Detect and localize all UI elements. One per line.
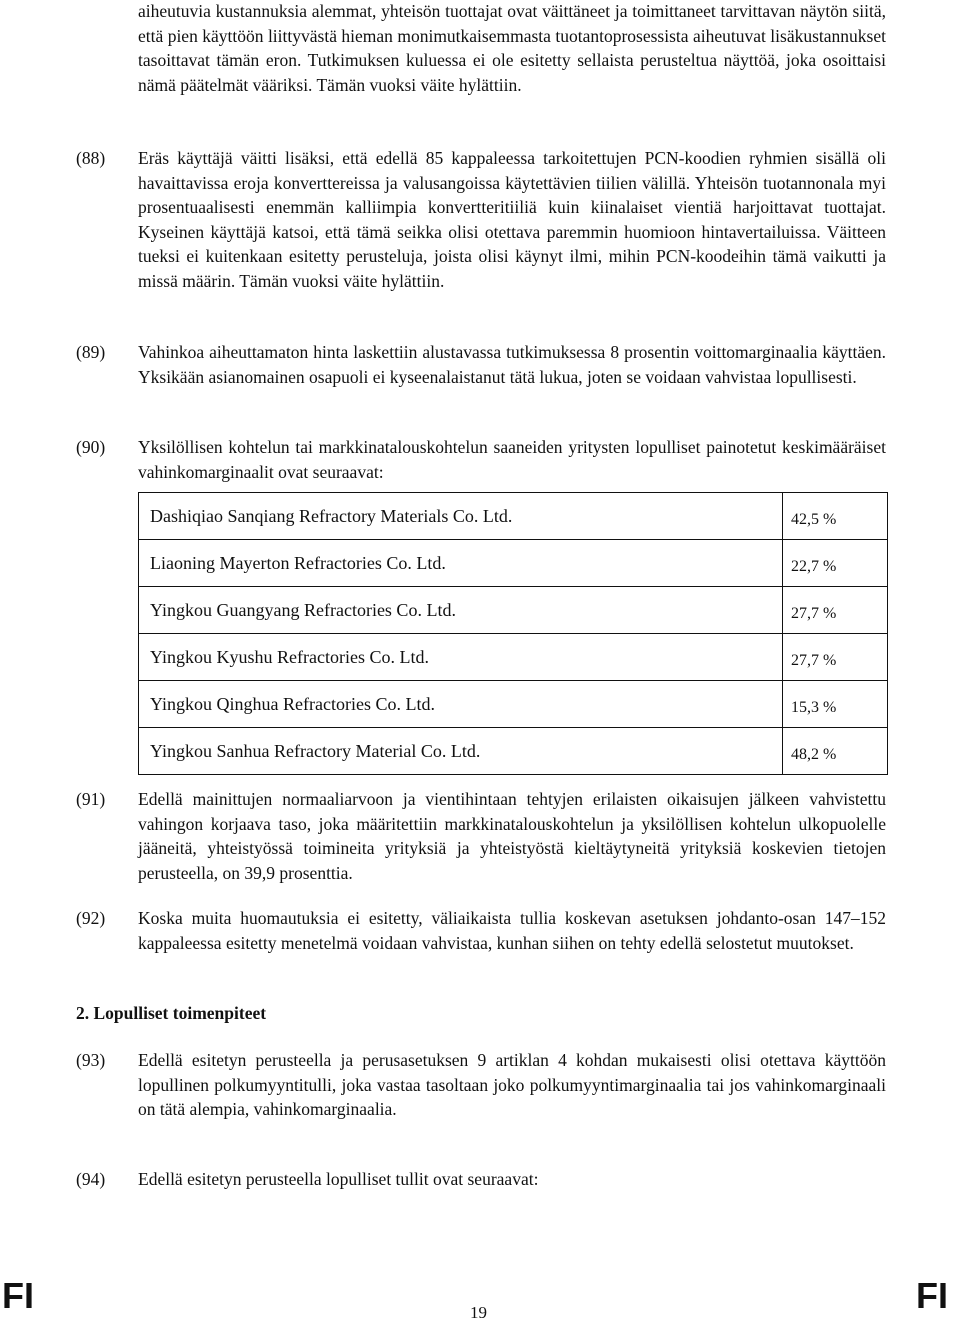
margin-value: 42,5 %: [783, 493, 888, 540]
paragraph-text: Edellä mainittujen normaaliarvoon ja vientihintaan tehtyjen erilaisten oikaisujen jälkeen vahvistettu vahingon korjaava taso, joka määritettiin markkinatalouskohtelun ja yksilöllisen kohtelun ulkopuolelle jääneitä, yhteistyössä toimineita yrityksiä ja yhteistyöstä kieltäytyneitä yrityksiä koskevien tietojen perusteella, on 39,9 prosenttia.: [138, 789, 886, 883]
paragraph-number: (94): [76, 1169, 106, 1189]
footer-language-left: FI: [2, 1275, 34, 1316]
intro-paragraph: aiheutuvia kustannuksia alemmat, yhteisön tuottajat ovat väittäneet ja toimittaneet tarvittavan näytön siitä, että pien käyttöön liittyvästä hieman monimutkaisemmasta tuotantoprosessista aiheutuvat lisäkustannukset tasoittavat tämän eron. Tutkimuksen kuluessa ei ole esitetty sellaista perusteltua näyttöä, joka osoittaisi nämä päätelmät vääriksi. Tämän vuoksi väite hylättiin.: [138, 1, 886, 95]
paragraph-text: Vahinkoa aiheuttamaton hinta laskettiin alustavassa tutkimuksessa 8 prosentin voittomarginaalia käyttäen. Yksikään asianomainen osapuoli ei kyseenalaistanut tätä lukua, joten se voidaan vahvistaa lopullisesti.: [138, 342, 886, 387]
paragraph-number: (92): [76, 908, 106, 928]
paragraph-text: Eräs käyttäjä väitti lisäksi, että edellä 85 kappaleessa tarkoitettujen PCN-koodien ryhmien sisällä oli havaittavissa eroja konverttereissa ja valusangoissa käytettävien tiilien välillä. Yhteisön tuotannonala myi prosentuaalisesti enemmän kalliimpia konvertteritiiliä kuin kiinalaiset vientiä harjoittavat tuottajat. Kyseinen käyttäjä katsoi, että tämä seikka olisi otettava paremmin huomioon hintavertailuissa. Väitteen tueksi ei kuitenkaan esitetty perusteluja, joista olisi käynyt ilmi, mihin PCN-koodeihin tämä vaikutti ja missä määrin. Tämän vuoksi väite hylättiin.: [138, 148, 886, 291]
company-name: Dashiqiao Sanqiang Refractory Materials Co. Ltd.: [139, 493, 783, 540]
margin-value: 48,2 %: [783, 728, 888, 775]
company-name: Yingkou Qinghua Refractories Co. Ltd.: [139, 681, 783, 728]
paragraph-number: (93): [76, 1050, 106, 1070]
company-name: Yingkou Kyushu Refractories Co. Ltd.: [139, 634, 783, 681]
company-name: Yingkou Guangyang Refractories Co. Ltd.: [139, 587, 783, 634]
table-row: [139, 681, 888, 728]
margin-value: 27,7 %: [783, 634, 888, 681]
section-heading: 2. Lopulliset toimenpiteet: [76, 1003, 267, 1023]
margin-table: [138, 492, 888, 775]
table-row: [139, 540, 888, 587]
paragraph-text: Edellä esitetyn perusteella lopulliset tullit ovat seuraavat:: [138, 1169, 539, 1189]
paragraph-number: (91): [76, 789, 106, 809]
paragraph-number: (90): [76, 437, 106, 457]
table-row: [139, 587, 888, 634]
paragraph-text: Edellä esitetyn perusteella ja perusasetuksen 9 artiklan 4 kohdan mukaisesti olisi otettava käyttöön lopullinen polkumyyntitulli, joka vastaa tasoltaan joko polkumyyntimarginaalia tai jos vahinkomarginaali on tätä alempia, vahinkomarginaalia.: [138, 1050, 886, 1119]
page-number: 19: [470, 1303, 487, 1322]
table-row: [139, 493, 888, 540]
table-row: [139, 728, 888, 775]
company-name: Yingkou Sanhua Refractory Material Co. Ltd.: [139, 728, 783, 775]
table-row: [139, 634, 888, 681]
margin-value: 27,7 %: [783, 587, 888, 634]
margin-value: 15,3 %: [783, 681, 888, 728]
paragraph-number: (88): [76, 148, 106, 168]
paragraph-text: Koska muita huomautuksia ei esitetty, väliaikaista tullia koskevan asetuksen johdanto-osan 147–152 kappaleessa esitetty menetelmä voidaan vahvistaa, kunhan siihen on tehty edellä selostetut muutokset.: [138, 908, 886, 953]
margin-value: 22,7 %: [783, 540, 888, 587]
paragraph-text: Yksilöllisen kohtelun tai markkinatalouskohtelun saaneiden yritysten lopulliset painotetut keskimääräiset vahinkomarginaalit ovat seuraavat:: [138, 437, 886, 482]
footer-language-right: FI: [916, 1275, 948, 1316]
company-name: Liaoning Mayerton Refractories Co. Ltd.: [139, 540, 783, 587]
paragraph-number: (89): [76, 342, 106, 362]
